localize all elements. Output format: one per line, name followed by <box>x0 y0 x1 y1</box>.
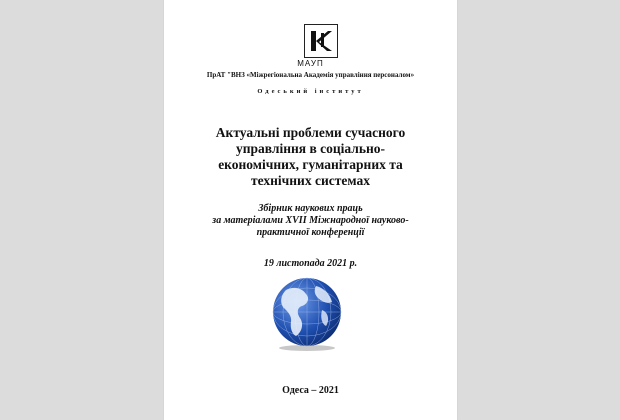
title-line: технічних системах <box>251 173 370 188</box>
document-subtitle <box>170 203 451 239</box>
title-line: Актуальні проблеми сучасного <box>215 125 406 140</box>
document-page <box>164 0 457 420</box>
conference-date: 19 листопада 2021 р. <box>263 258 358 269</box>
title-line: управління в соціально- <box>235 141 385 156</box>
institute-line: Одеський інститут <box>257 88 364 95</box>
document-title <box>184 125 437 189</box>
organization-line: ПрАТ "ВНЗ «Міжрегіональна Академія управління персоналом» <box>206 71 415 79</box>
footer-city-year: Одеса – 2021 <box>282 385 339 396</box>
globe-icon <box>266 276 348 352</box>
subtitle-line: практичної конференції <box>256 227 365 238</box>
subtitle-line: Збірник наукових праць <box>258 203 363 214</box>
subtitle-line: за матеріалами XVII Міжнародної науково- <box>212 215 409 226</box>
logo-text: МАУП <box>297 59 324 68</box>
maup-logo-icon <box>305 25 337 57</box>
maup-logo <box>304 24 338 58</box>
title-line: економічних, гуманітарних та <box>218 157 403 172</box>
